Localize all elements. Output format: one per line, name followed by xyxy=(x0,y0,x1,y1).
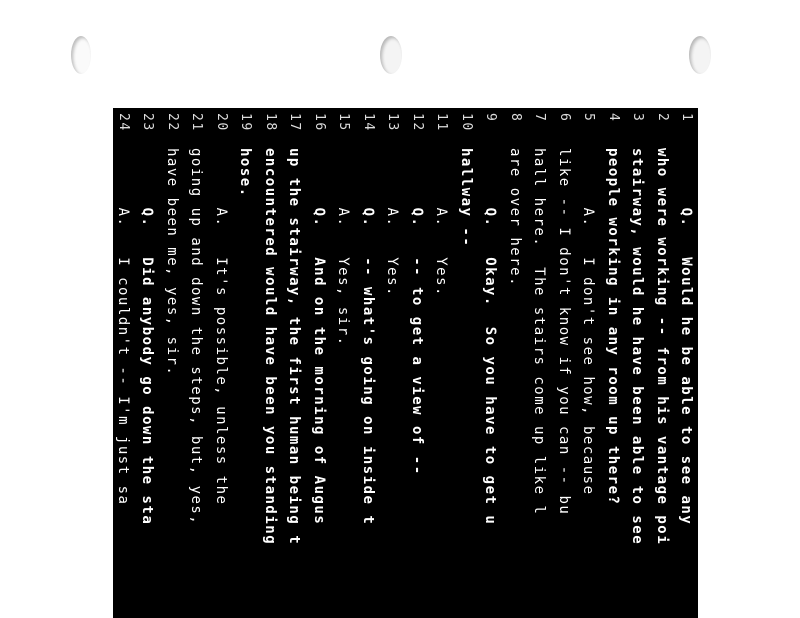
transcript-block xyxy=(113,108,698,618)
line-text: A. Yes. xyxy=(384,148,400,297)
line-text: A. It's possible, unless the xyxy=(213,148,229,506)
line-number: 10 xyxy=(459,113,474,132)
line-number: 23 xyxy=(140,113,155,132)
line-text: encountered would have been you standing xyxy=(262,148,278,546)
line-number: 21 xyxy=(189,113,204,132)
line-number: 22 xyxy=(165,113,180,132)
line-number: 12 xyxy=(410,113,425,132)
line-number: 2 xyxy=(655,113,670,123)
line-text: Q. Okay. So you have to get u xyxy=(482,148,498,526)
line-text: have been me, yes, sir. xyxy=(164,148,180,377)
line-text: Q. And on the morning of Augus xyxy=(311,148,327,526)
line-text: hallway -- xyxy=(458,148,474,248)
line-number: 15 xyxy=(336,113,351,132)
line-text: hose. xyxy=(237,148,253,198)
line-text: stairway, would he have been able to see xyxy=(629,148,645,546)
line-number: 7 xyxy=(532,113,547,123)
line-text: like -- I don't know if you can -- bu xyxy=(556,148,572,516)
line-text: Q. Would he be able to see any xyxy=(678,148,694,526)
punch-hole xyxy=(689,36,711,74)
line-number: 1 xyxy=(679,113,694,123)
punch-hole xyxy=(380,36,402,74)
line-text: Q. -- what's going on inside t xyxy=(360,148,376,526)
line-number: 18 xyxy=(263,113,278,132)
line-number: 11 xyxy=(434,113,449,132)
line-text: A. I couldn't -- I'm just sa xyxy=(115,148,131,506)
line-number: 20 xyxy=(214,113,229,132)
line-number: 13 xyxy=(385,113,400,132)
line-text: A. Yes, sir. xyxy=(335,148,351,347)
line-number: 6 xyxy=(557,113,572,123)
line-number: 9 xyxy=(483,113,498,123)
line-number: 19 xyxy=(238,113,253,132)
line-number: 5 xyxy=(581,113,596,123)
line-number: 4 xyxy=(606,113,621,123)
line-text: people working in any room up there? xyxy=(605,148,621,506)
line-text: who were working -- from his vantage poi xyxy=(654,148,670,546)
line-number: 14 xyxy=(361,113,376,132)
line-text: up the stairway, the first human being t xyxy=(286,148,302,546)
line-text: A. I don't see how, because xyxy=(580,148,596,496)
line-text: are over here. xyxy=(507,148,523,288)
punch-hole xyxy=(71,36,91,74)
line-text: going up and down the steps, but, yes, xyxy=(188,148,204,526)
line-text: hall here. The stairs come up like l xyxy=(531,148,547,516)
line-number: 16 xyxy=(312,113,327,132)
line-text: Q. Did anybody go down the sta xyxy=(139,148,155,526)
line-text: Q. -- to get a view of -- xyxy=(409,148,425,476)
line-number: 24 xyxy=(116,113,131,132)
line-number: 17 xyxy=(287,113,302,132)
line-text: A. Yes. xyxy=(433,148,449,297)
line-number: 8 xyxy=(508,113,523,123)
transcript-text-rotated xyxy=(113,108,698,618)
line-number: 3 xyxy=(630,113,645,123)
